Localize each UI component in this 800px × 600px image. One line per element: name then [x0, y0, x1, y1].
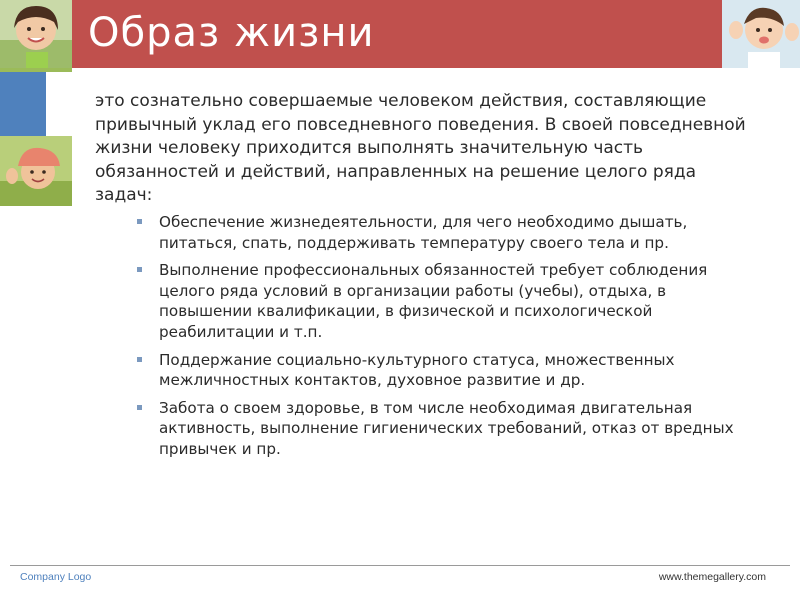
bullet-text: Поддержание социально-культурного статуса, множественных межличностных контактов, духовное развитие и др. [159, 350, 675, 390]
child-photo-top-left [0, 0, 72, 68]
company-logo: Company Logo [20, 571, 92, 583]
bullet-marker-icon [137, 357, 142, 362]
bullet-marker-icon [137, 219, 142, 224]
child-photo-left [0, 136, 72, 206]
slide-body [95, 90, 755, 467]
bullet-text: Забота о своем здоровье, в том числе необходимая двигательная активность, выполнение гигиенических требований, отказ от вредных привычек и пр. [159, 398, 734, 458]
bullet-text: Обеспечение жизнедеятельности, для чего необходимо дышать, питаться, спать, поддерживать температуру своего тела и пр. [159, 212, 688, 252]
bullet-item [159, 350, 755, 391]
bullet-item [159, 212, 755, 253]
bullet-marker-icon [137, 405, 142, 410]
blue-tile [0, 72, 46, 136]
footer-divider [10, 565, 790, 566]
white-tile [46, 72, 72, 136]
bullet-item [159, 398, 755, 460]
bullet-item [159, 260, 755, 342]
bullet-marker-icon [137, 267, 142, 272]
slide-title: Образ жизни [88, 10, 375, 56]
bullet-list [95, 212, 755, 460]
child-photo-top-right [722, 0, 800, 68]
bullet-text: Выполнение профессиональных обязанностей требует соблюдения целого ряда условий в организации работы (учебы), отдыха, в повышении квалификации, в физической и психологической реабилитации и т.п. [159, 261, 708, 341]
intro-paragraph: это сознательно совершаемые человеком действия, составляющие привычный уклад его повседневного поведения. В своей повседневной жизни человеку приходится выполнять значительную часть обязанностей и действий, направленных на решение целого ряда задач: [95, 91, 746, 206]
website-url: www.themegallery.com [658, 571, 766, 583]
